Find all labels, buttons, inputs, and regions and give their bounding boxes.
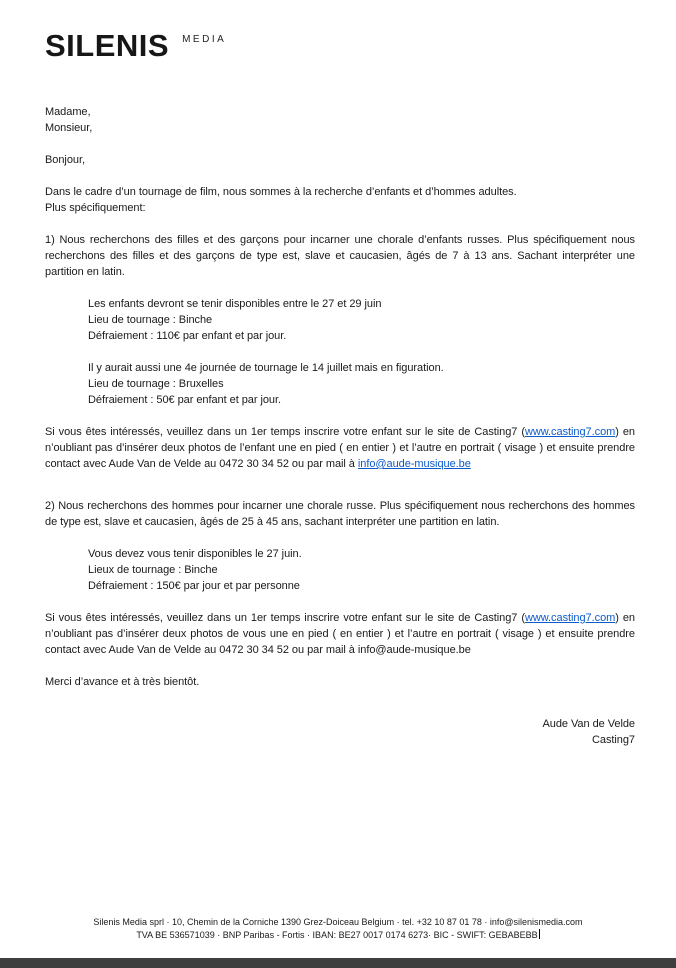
closing: Merci d’avance et à très bientôt. [45,676,200,688]
footer [0,916,676,942]
section2-details [88,546,635,594]
text-cursor [539,929,540,939]
salutation [45,104,635,136]
salutation-line: Madame, [45,106,91,118]
logo-tagline: MEDIA [182,34,227,45]
detail-line: Il y aurait aussi une 4e journée de tournage le 14 juillet mais en figuration. [88,362,444,374]
silenis-logo [45,30,226,61]
section1-details-a [88,296,635,344]
bottom-bar [0,958,676,968]
contact-text: ) en n’oubliant pas d’insérer deux photos de vous une en pied ( en entier ) et l’autre en portrait ( visage ) et ensuite prendre contact avec Aude Van de Velde au 0472 30 34 52 ou par mail à info@aude-musique.be [45,612,635,656]
detail-line: Lieu de tournage : Bruxelles [88,378,224,390]
detail-line: Défraiement : 50€ par enfant et par jour. [88,394,282,406]
intro-paragraph [45,184,635,216]
casting7-link[interactable]: www.casting7.com [524,426,616,438]
email-link[interactable]: info@aude-musique.be [357,458,471,470]
section1-details-b [88,360,635,408]
signature-role: Casting7 [591,734,635,746]
footer-line: TVA BE 536571039 · BNP Paribas - Fortis · IBAN: BE27 0017 0174 6273· BIC - SWIFT: GEBABEBB [136,930,538,940]
section1-paragraph: 1) Nous recherchons des filles et des garçons pour incarner une chorale d’enfants russes. Plus spécifiquement nous recherchons des filles et des garçons de type est, slave et caucasien, âgés de 7 à 13 ans. Sachant interpréter une partition en latin. [45,234,635,278]
section2-paragraph: 2) Nous recherchons des hommes pour incarner une chorale russe. Plus spécifiquement nous recherchons des hommes de type est, slave et caucasien, âgés de 25 à 45 ans, sachant interpréter une partition en latin. [45,500,635,528]
casting7-link[interactable]: www.casting7.com [524,612,616,624]
salutation-line: Monsieur, [45,122,93,134]
contact-text: Si vous êtes intéressés, veuillez dans un 1er temps inscrire votre enfant sur le site de Casting7 ( [45,426,525,438]
contact-text: ) en n’oubliant pas d’insérer deux photos de l’enfant une en pied ( en entier ) et l’autre en portrait ( visage ) et ensuite prendre contact avec Aude Van de Velde au 0472 30 34 52 ou par mail à [45,426,635,470]
contact-text: Si vous êtes intéressés, veuillez dans un 1er temps inscrire votre enfant sur le site de Casting7 ( [45,612,525,624]
detail-line: Les enfants devront se tenir disponibles entre le 27 et 29 juin [88,298,382,310]
footer-line: Silenis Media sprl · 10, Chemin de la Corniche 1390 Grez-Doiceau Belgium · tel. +32 10 87 01 78 · info@silenismedia.com [93,917,583,927]
section2-contact-paragraph [45,610,635,658]
detail-line: Vous devez vous tenir disponibles le 27 juin. [88,548,302,560]
letter-body [45,104,635,748]
detail-line: Défraiement : 110€ par enfant et par jour. [88,330,287,342]
section1-contact-paragraph [45,424,635,472]
intro-line: Dans le cadre d’un tournage de film, nous sommes à la recherche d’enfants et d’hommes adultes. [45,186,517,198]
logo-name: SILENIS [45,28,170,63]
detail-line: Défraiement : 150€ par jour et par personne [88,580,300,592]
detail-line: Lieux de tournage : Binche [88,564,218,576]
detail-line: Lieu de tournage : Binche [88,314,213,326]
signature-name: Aude Van de Velde [542,718,635,730]
intro-line: Plus spécifiquement: [45,202,146,214]
signature-block [45,716,635,748]
greeting: Bonjour, [45,154,85,166]
